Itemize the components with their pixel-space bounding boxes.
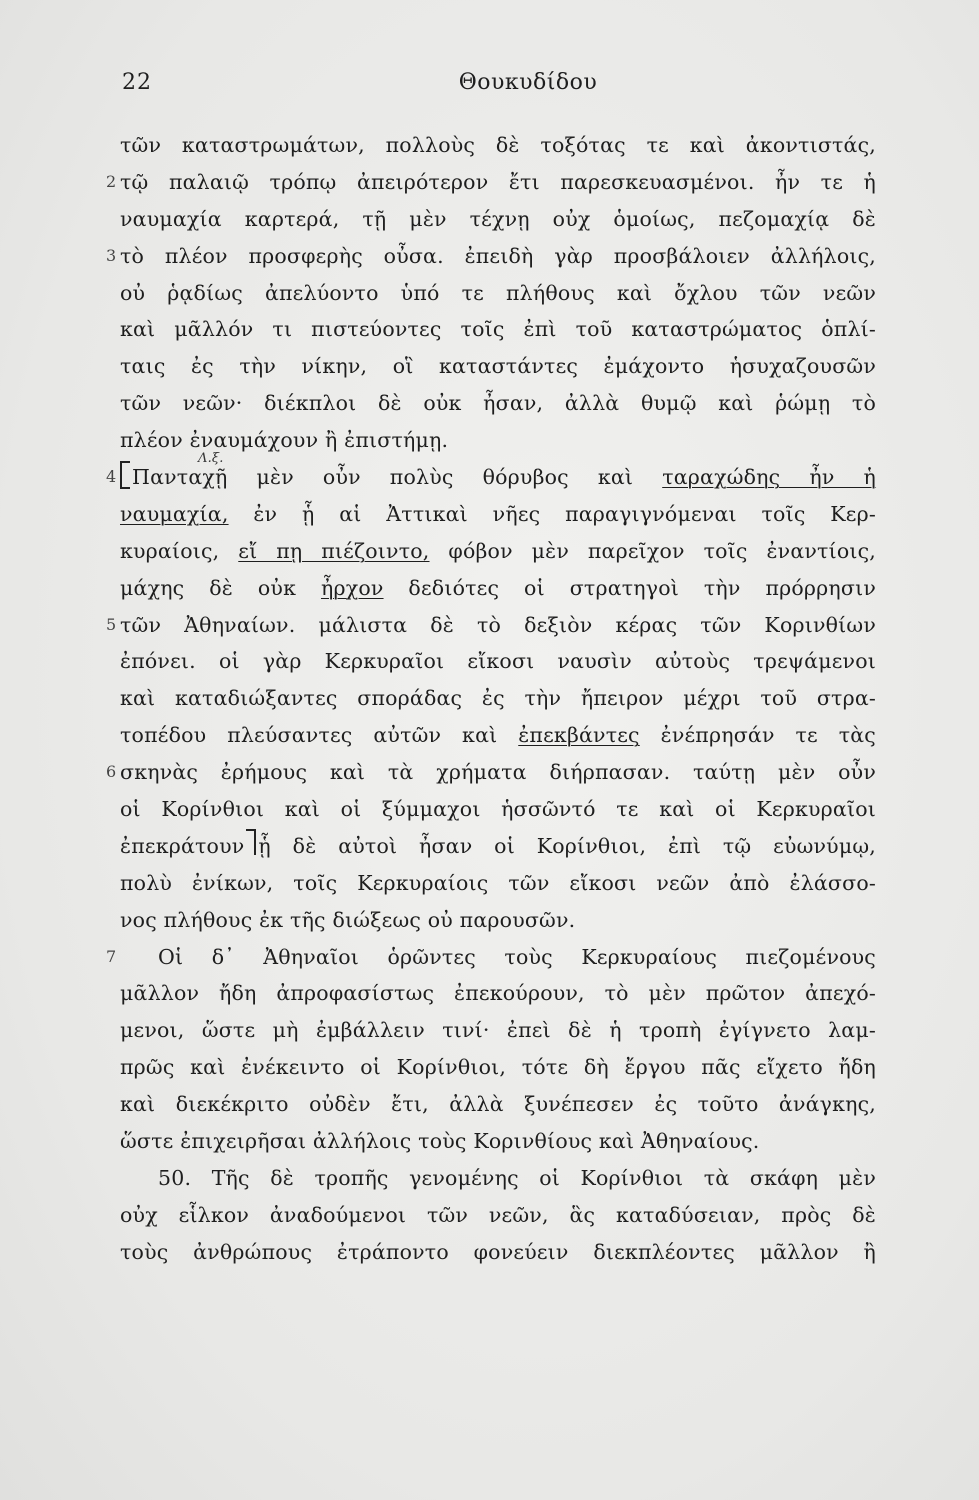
line-text: σκηνὰς ἐρήμους καὶ τὰ χρήματα διήρπασαν. ταύτῃ μὲν οὖν bbox=[120, 760, 876, 785]
line-text: ταις ἐς τὴν νίκην, οἳ καταστάντες ἐμάχοντο ἡσυχαζουσῶν bbox=[120, 354, 876, 379]
line-text-continued: ᾗ δὲ αὐτοὶ ἦσαν οἱ Κορίνθιοι, ἐπὶ τῷ εὐωνύμῳ, bbox=[258, 833, 876, 858]
underlined-text: ταραχώδης ἦν ἡ bbox=[662, 465, 877, 490]
line-text: τῶν Ἀθηναίων. μάλιστα δὲ τὸ δεξιὸν κέρας τῶν Κορινθίων bbox=[120, 612, 876, 637]
line-text: κυραίοις, bbox=[120, 538, 239, 563]
handwritten-annotation: Λ.ξ. bbox=[198, 451, 224, 467]
line-text: ἐν ᾗ αἱ Ἀττικαὶ νῆες παραγιγνόμεναι τοῖς Κερ- bbox=[228, 501, 876, 526]
section-number: 3 bbox=[106, 245, 117, 265]
line-text: καὶ διεκέκριτο οὐδὲν ἔτι, ἀλλὰ ξυνέπεσεν ἐς τοῦτο ἀνάγκης, bbox=[120, 1092, 876, 1117]
text-line bbox=[106, 607, 876, 644]
line-text-continued: ἐνέπρησάν τε τὰς bbox=[639, 723, 876, 748]
text-line bbox=[120, 127, 876, 164]
line-text: οἱ Κορίνθιοι καὶ οἱ ξύμμαχοι ἡσσῶντό τε καὶ οἱ Κερκυραῖοι bbox=[120, 797, 876, 822]
line-text: πρῶς καὶ ἐνέκειντο οἱ Κορίνθιοι, τότε δὴ ἔργου πᾶς εἴχετο ἤδη bbox=[120, 1055, 876, 1080]
text-line bbox=[106, 939, 876, 976]
text-line bbox=[120, 311, 876, 348]
text-line bbox=[120, 791, 876, 828]
page-number: 22 bbox=[122, 70, 152, 95]
text-line bbox=[106, 451, 877, 496]
text-line bbox=[120, 1012, 876, 1049]
line-text: νος πλήθους ἐκ τῆς διώξεως οὐ παρουσῶν. bbox=[120, 907, 576, 932]
line-text: 50. Τῆς δὲ τροπῆς γενομένης οἱ Κορίνθιοι τὰ σκάφη μὲν bbox=[158, 1165, 876, 1190]
running-title: Θουκυδίδου bbox=[458, 70, 598, 95]
text-line bbox=[106, 238, 876, 275]
underlined-text: ἐπεκβάντες bbox=[518, 723, 640, 748]
text-line bbox=[120, 385, 876, 422]
line-text-continued: δεδιότες οἱ στρατηγοὶ τὴν πρόρρησιν bbox=[383, 575, 877, 600]
section-number: 5 bbox=[106, 614, 117, 634]
line-text: μενοι, ὥστε μὴ ἐμβάλλειν τινί· ἐπεὶ δὲ ἡ τροπὴ ἐγίγνετο λαμ- bbox=[120, 1018, 876, 1043]
line-text: καὶ μᾶλλόν τι πιστεύοντες τοῖς ἐπὶ τοῦ καταστρώματος ὁπλί- bbox=[120, 317, 876, 342]
section-number: 4 bbox=[106, 467, 117, 487]
text-line bbox=[120, 1049, 876, 1086]
text-body bbox=[106, 127, 877, 1271]
text-line bbox=[106, 754, 876, 791]
line-text: τὸ πλέον προσφερὴς οὖσα. ἐπειδὴ γὰρ προσβάλοιεν ἀλλήλοις, bbox=[120, 243, 876, 268]
line-text: τοπέδου πλεύσαντες αὐτῶν καὶ bbox=[120, 723, 519, 748]
text-line bbox=[120, 1160, 876, 1197]
line-text: ναυμαχία καρτερά, τῇ μὲν τέχνῃ οὐχ ὁμοίως, πεζομαχίᾳ δὲ bbox=[120, 206, 876, 231]
line-text: οὐ ῥᾳδίως ἀπελύοντο ὑπό τε πλήθους καὶ ὄχλου τῶν νεῶν bbox=[120, 280, 876, 305]
text-line bbox=[120, 496, 876, 533]
text-line bbox=[120, 1123, 876, 1160]
section-number: 6 bbox=[106, 762, 117, 782]
text-line bbox=[120, 348, 876, 385]
bracket-close-mark bbox=[246, 829, 256, 855]
text-line bbox=[120, 1086, 876, 1123]
line-text: ἐπεκράτουν bbox=[120, 833, 245, 858]
line-text: τῶν νεῶν· διέκπλοι δὲ οὐκ ἦσαν, ἀλλὰ θυμῷ καὶ ῥώμῃ τὸ bbox=[120, 391, 876, 416]
text-line bbox=[120, 422, 876, 459]
section-number: 7 bbox=[106, 946, 117, 966]
text-line bbox=[120, 201, 876, 238]
text-line bbox=[120, 1197, 876, 1234]
line-text: τοὺς ἀνθρώπους ἐτράποντο φονεύειν διεκπλέοντες μᾶλλον ἢ bbox=[120, 1239, 876, 1264]
line-text: πολὺ ἐνίκων, τοῖς Κερκυραίοις τῶν εἴκοσι νεῶν ἀπὸ ἐλάσσο- bbox=[120, 870, 876, 895]
line-text: ἐπόνει. οἱ γὰρ Κερκυραῖοι εἴκοσι ναυσὶν αὐτοὺς τρεψάμενοι bbox=[120, 649, 876, 674]
line-text: Οἱ δ᾽ Ἀθηναῖοι ὁρῶντες τοὺς Κερκυραίους πιεζομένους bbox=[158, 944, 876, 969]
underlined-text: ναυμαχία, bbox=[120, 501, 229, 526]
text-line bbox=[120, 902, 876, 939]
underlined-text: ἦρχον bbox=[320, 575, 384, 600]
text-line bbox=[106, 164, 876, 201]
text-line bbox=[120, 717, 876, 754]
line-text: καὶ καταδιώξαντες σποράδας ἐς τὴν ἤπειρον μέχρι τοῦ στρα- bbox=[120, 686, 876, 711]
line-text: τῶν καταστρωμάτων, πολλοὺς δὲ τοξότας τε καὶ ἀκοντιστάς, bbox=[120, 133, 876, 157]
line-text: Πανταχῇ μὲν οὖν πολὺς θόρυβος καὶ bbox=[132, 465, 663, 490]
page-header bbox=[118, 66, 878, 102]
line-text: μάχης δὲ οὐκ bbox=[120, 575, 321, 600]
line-text: τῷ παλαιῷ τρόπῳ ἀπειρότερον ἔτι παρεσκευασμένοι. ἦν τε ἡ bbox=[120, 169, 876, 194]
line-text-continued: φόβον μὲν παρεῖχον τοῖς ἐναντίοις, bbox=[429, 538, 876, 563]
text-line bbox=[120, 975, 876, 1012]
text-line bbox=[120, 533, 876, 570]
line-text: οὐχ εἷλκον ἀναδούμενοι τῶν νεῶν, ἃς καταδύσειαν, πρὸς δὲ bbox=[120, 1202, 876, 1227]
underlined-text: εἴ πῃ πιέζοιντο, bbox=[238, 538, 430, 563]
section-number: 2 bbox=[106, 171, 117, 191]
text-line bbox=[120, 865, 876, 902]
line-text: μᾶλλον ἤδη ἀπροφασίστως ἐπεκούρουν, τὸ μὲν πρῶτον ἀπεχό- bbox=[120, 981, 876, 1006]
text-line bbox=[120, 275, 876, 312]
text-line bbox=[120, 828, 876, 865]
bracket-open-mark bbox=[120, 461, 130, 489]
line-text: πλέον ἐναυμάχουν ἢ ἐπιστήμῃ. bbox=[120, 428, 449, 453]
text-line bbox=[120, 643, 876, 680]
text-line bbox=[120, 1234, 876, 1271]
text-line bbox=[120, 570, 876, 607]
line-text: ὥστε ἐπιχειρῆσαι ἀλλήλοις τοὺς Κορινθίους καὶ Ἀθηναίους. bbox=[120, 1129, 760, 1154]
text-line bbox=[120, 680, 876, 717]
